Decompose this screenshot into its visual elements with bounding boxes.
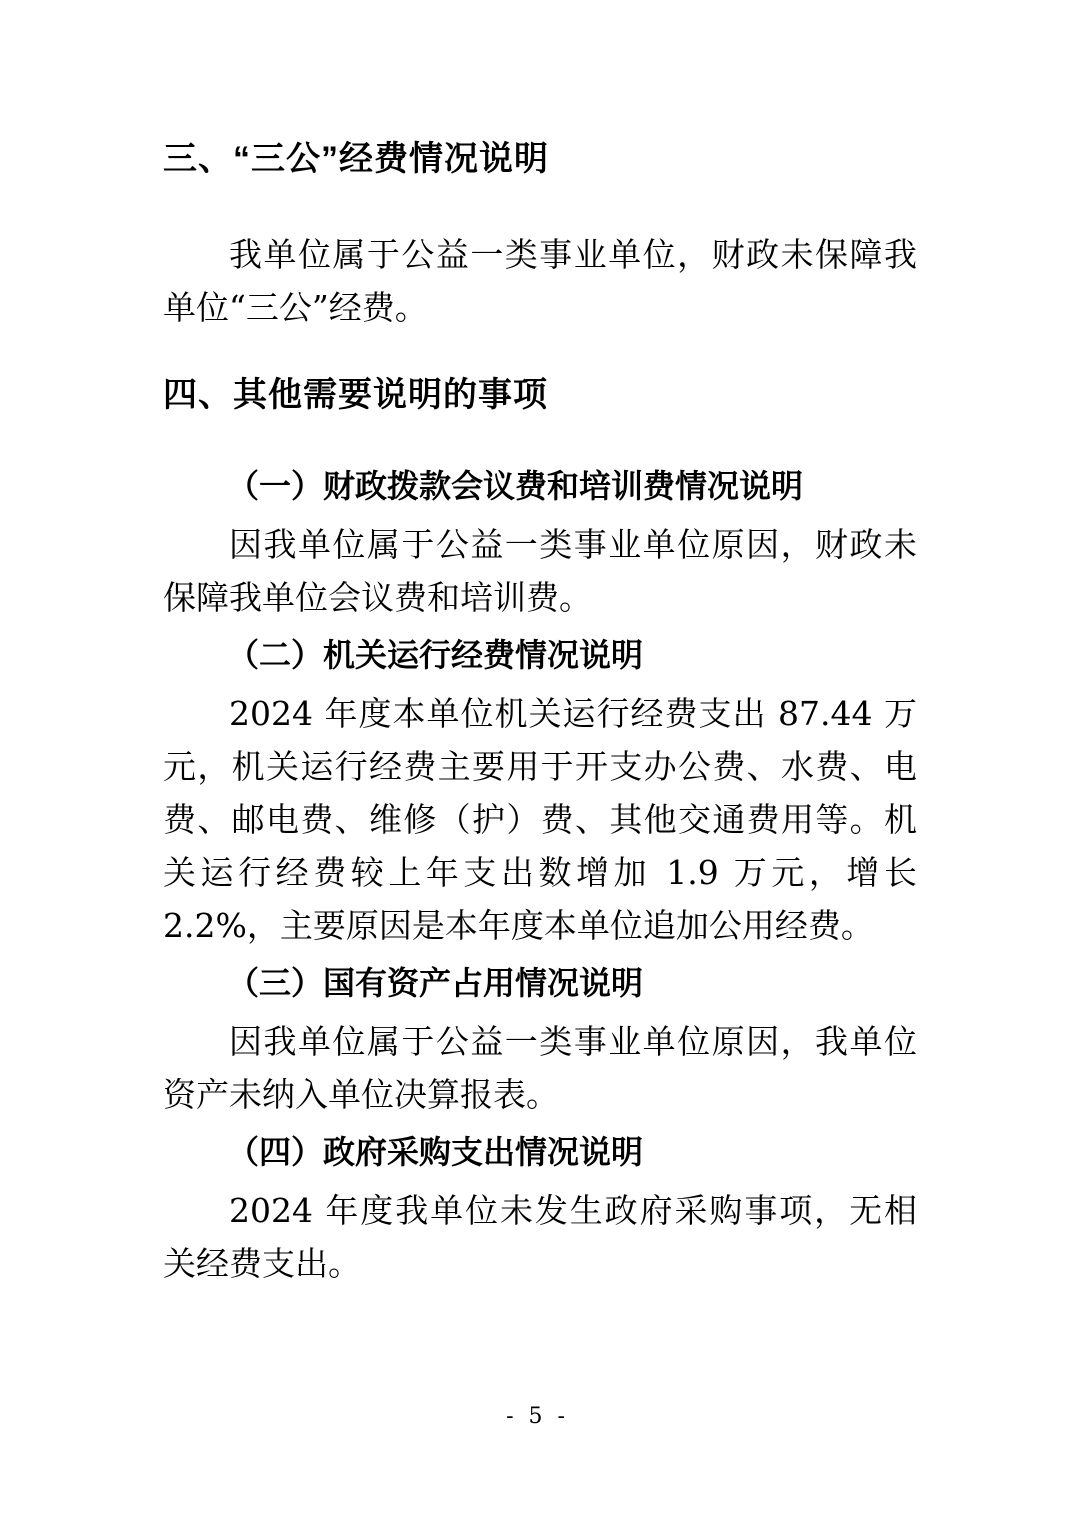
subsection-1-heading: （一）财政拨款会议费和培训费情况说明: [227, 467, 804, 505]
subsection-4-heading: （四）政府采购支出情况说明: [227, 1133, 644, 1171]
section-three-heading: 三、“三公”经费情况说明: [163, 140, 549, 178]
subsection-3-heading: （三）国有资产占用情况说明: [227, 964, 644, 1002]
section-four-heading: 四、其他需要说明的事项: [163, 376, 548, 414]
section-three-paragraph: 我单位属于公益一类事业单位，财政未保障我单位“三公”经费。: [163, 235, 917, 327]
subsection-4-paragraph: 2024 年度我单位未发生政府采购事项，无相关经费支出。: [163, 1191, 917, 1283]
page-number: - 5 -: [506, 1404, 569, 1429]
subsection-2-paragraph: 2024 年度本单位机关运行经费支出 87.44 万元，机关运行经费主要用于开支办公费、水费、电费、邮电费、维修（护）费、其他交通费用等。机关运行经费较上年支出数增加 1.9 万元，增长 2.2%，主要原因是本年度本单位追加公用经费。: [163, 694, 917, 945]
subsection-1-paragraph: 因我单位属于公益一类事业单位原因，财政未保障我单位会议费和培训费。: [163, 525, 917, 617]
subsection-2-heading: （二）机关运行经费情况说明: [227, 636, 644, 674]
subsection-3-paragraph: 因我单位属于公益一类事业单位原因，我单位资产未纳入单位决算报表。: [163, 1022, 917, 1114]
